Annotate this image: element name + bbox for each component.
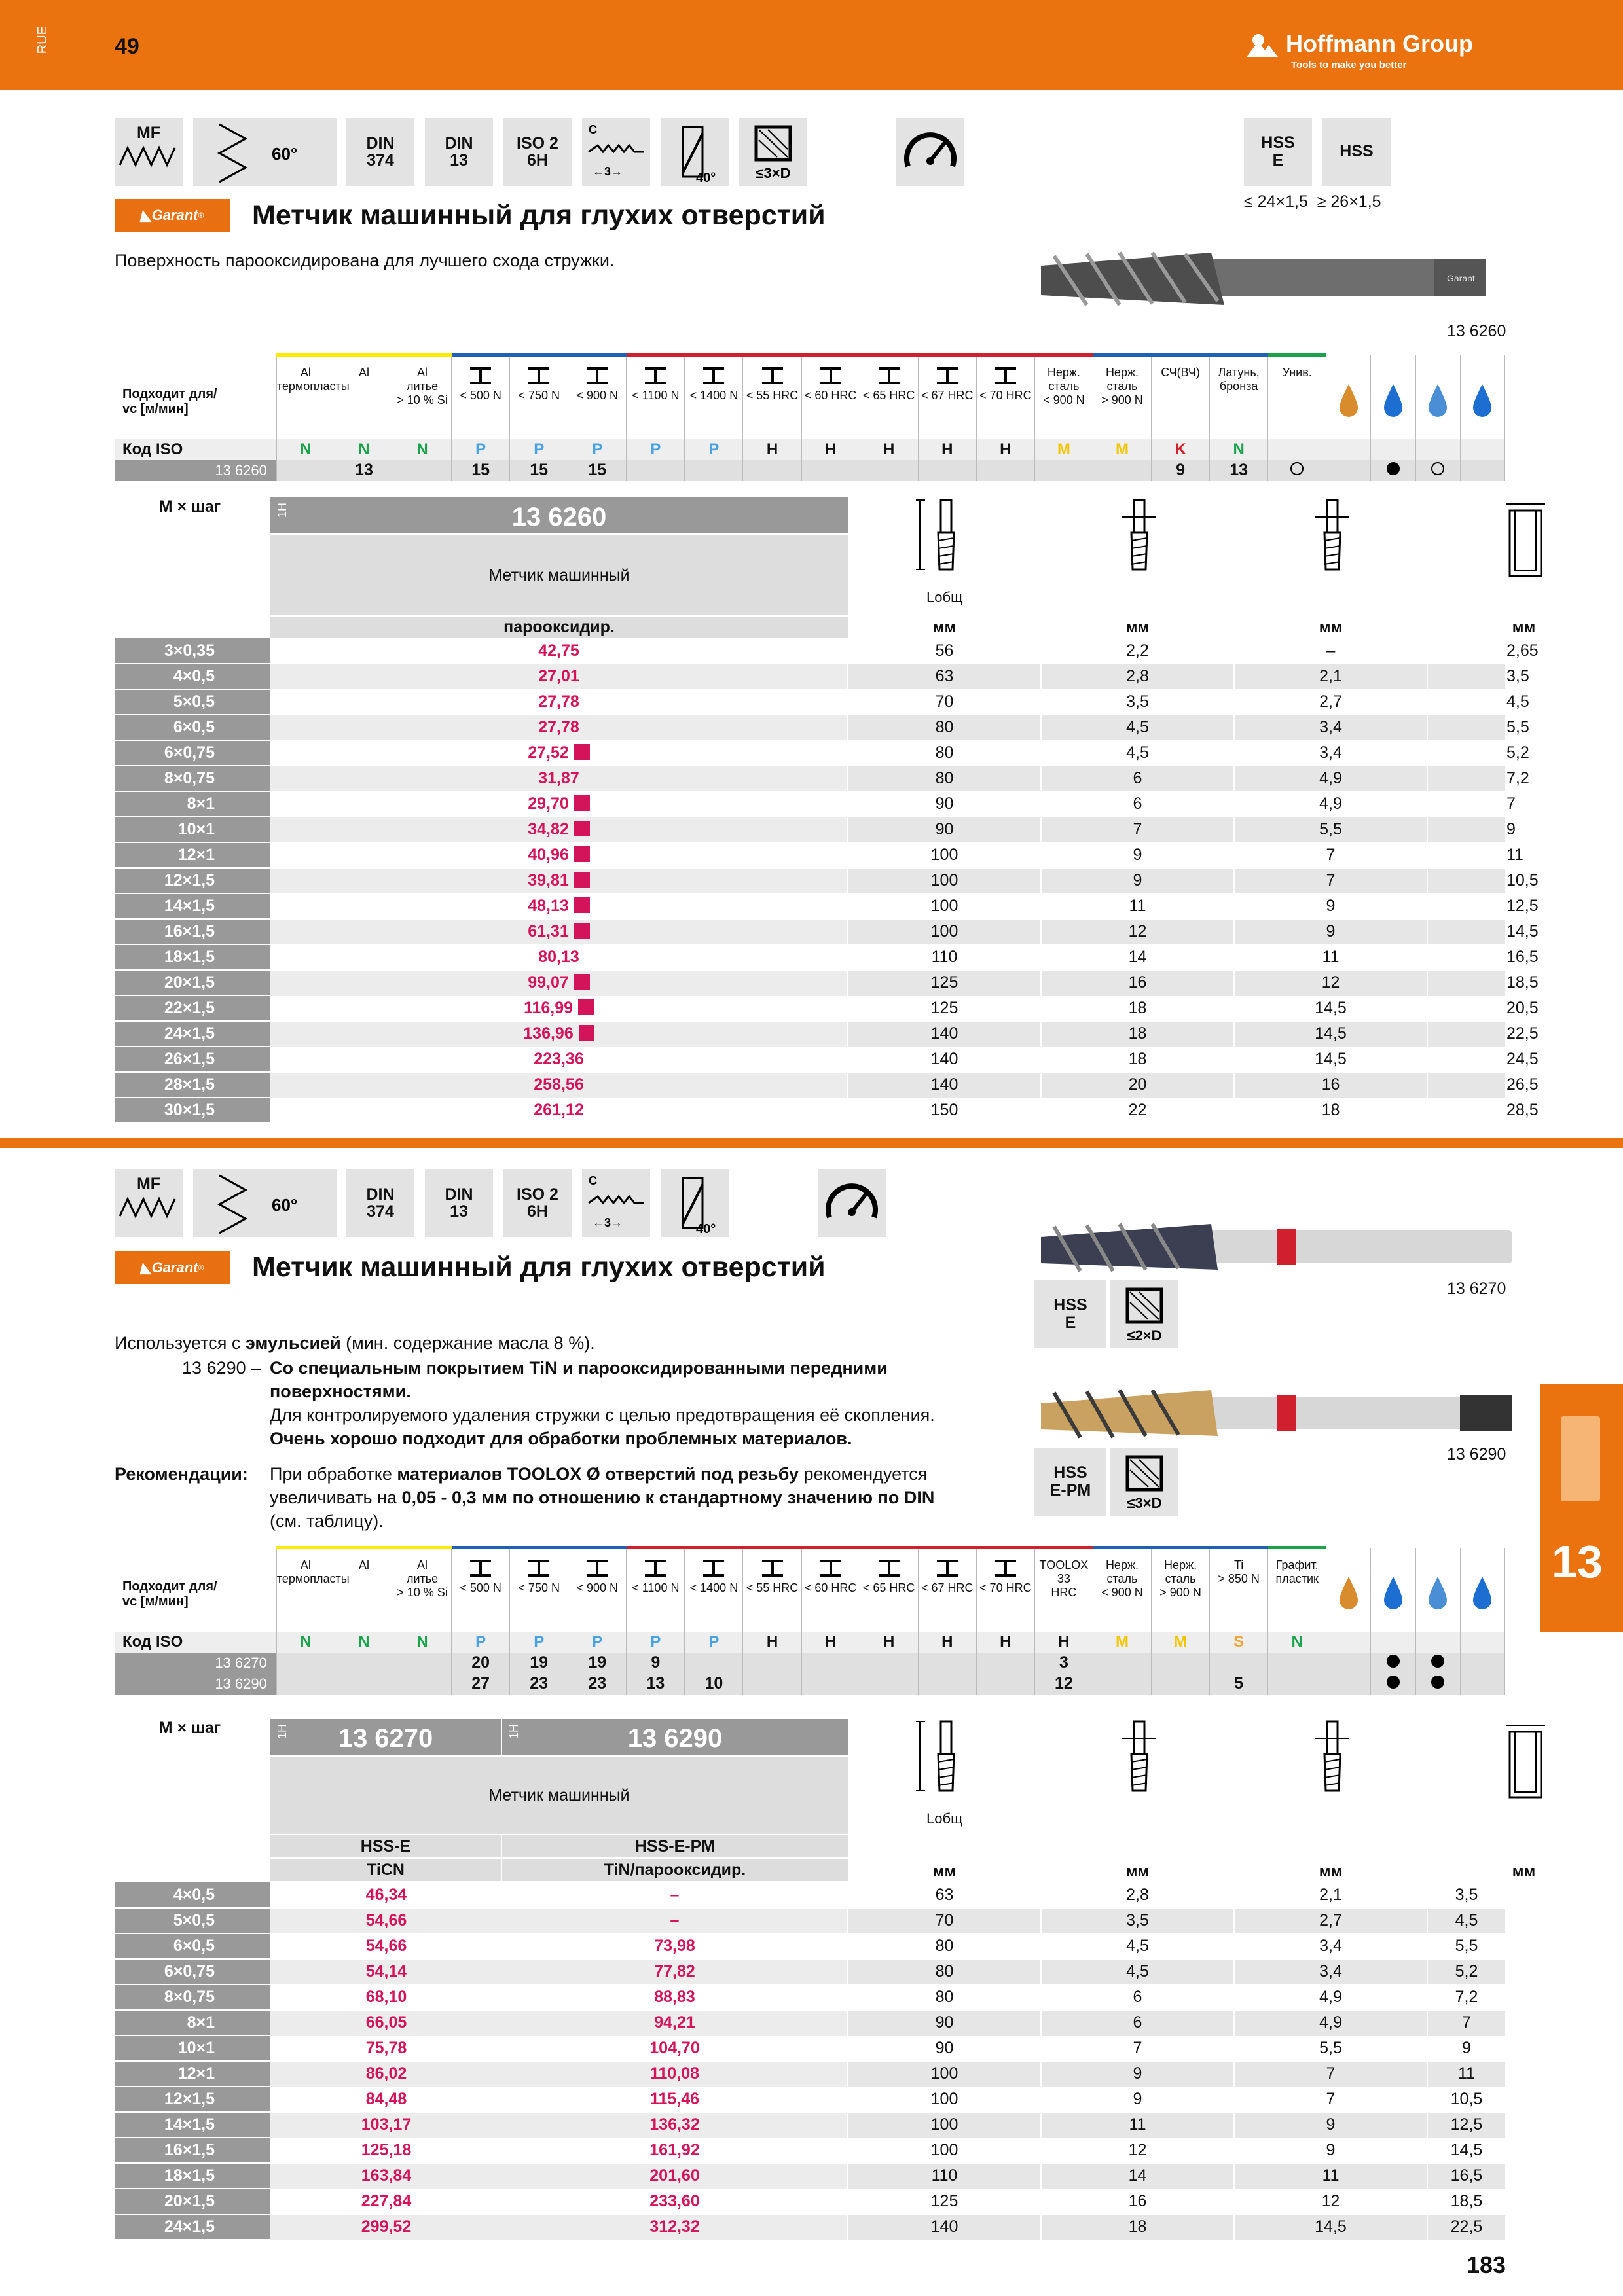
svg-text:C: C	[589, 1174, 597, 1187]
material-column: Нерж. сталь > 900 N	[1152, 1548, 1210, 1632]
coating-136270: TiCN	[270, 1859, 501, 1881]
table-row: 12×1,5 39,81 100 9 7 10,5	[115, 868, 1505, 893]
table-row: 8×0,75 68,10 88,83 80 6 4,9 7,2	[115, 1984, 1505, 2010]
material-column: < 500 N	[452, 1548, 510, 1632]
product-title-2: Метчик машинный для глухих отверстий	[252, 1251, 826, 1283]
hss-e-pm-badge: HSS E-PM	[1034, 1448, 1106, 1516]
svg-text:≤3×D: ≤3×D	[756, 165, 791, 181]
material-column: < 60 HRC	[801, 1548, 860, 1632]
iso-2-6h-icon: ISO 2 6H	[503, 118, 572, 186]
table-row: 5×0,5 27,78 70 3,5 2,7 4,5	[115, 689, 1505, 715]
svg-text:≤3×D: ≤3×D	[1127, 1495, 1162, 1511]
total-length-icon: Lобщ мм	[848, 1719, 1041, 1882]
svg-text:≤2×D: ≤2×D	[1127, 1327, 1162, 1344]
svg-text:60°: 60°	[272, 144, 298, 164]
material-column: Al литье > 10 % Si	[393, 355, 452, 439]
gauge-icon	[818, 1169, 886, 1237]
material-column: Унив.	[1268, 355, 1326, 439]
tool-code-label: 13 6260	[1447, 322, 1506, 340]
material-column: Al	[335, 1548, 393, 1632]
material-column: < 1400 N	[685, 355, 743, 439]
recommendations-text: При обработке материалов TOOLOX Ø отверстий под резьбу рекомендуется увеличивать на 0,05 - 0,3 мм по отношению к стандартному значению по DIN (см. таблицу).	[270, 1464, 935, 1531]
din-13-icon: DIN 13	[425, 1169, 493, 1237]
tool-code-136290: 13 6290	[1447, 1445, 1506, 1463]
depth-3xd-icon	[1110, 1448, 1178, 1516]
oil-drop-icon	[1326, 355, 1371, 439]
emulsion-drop-icon	[1371, 1548, 1415, 1632]
metric-fine-thread-icon: MF	[115, 1169, 183, 1237]
tool-code-header-136290: 1H 13 6290	[502, 1719, 848, 1755]
suitability-table-1: Подходит для/ vc [м/мин] Al термопласты Al Al литье > 10 % Si < 500 N < 750 N < 900 N < 1100 N < 1400 N < 55 HRC < 60 HRC < 65 HRC < 67 HRC < 70 HRC Нерж. сталь < 900 N Нерж. сталь > 900 N СЧ(ВЧ) Латунь, бронза Унив. Код ISO N N N P P P P P H H H H H M M K N 13 6260 13 15 15 15 9 13	[115, 353, 1505, 481]
tool-code-header: 1H 13 6260	[270, 497, 848, 533]
coating-note: Со специальным покрытием TiN и пароoксидированными передними поверхностями. Для контролируемого удаления стружки с целью предотвращения её скопления. Очень хорошо подходит для обработки проблемных материалов.	[270, 1358, 935, 1448]
material-column: < 65 HRC	[860, 1548, 918, 1632]
suitability-label: Подходит для/ vc [м/мин]	[115, 355, 276, 439]
hss-e-badge-2: HSS E	[1034, 1280, 1106, 1348]
hss-e-badge: HSS E	[1244, 118, 1312, 186]
table-row: 4×0,5 27,01 63 2,8 2,1 3,5	[115, 664, 1505, 689]
material-column: СЧ(ВЧ)	[1152, 355, 1210, 439]
coating-cell: пароoксидир.	[270, 617, 848, 638]
chamfer-form-c-icon	[582, 118, 650, 186]
recommendations-label: Рекомендации:	[115, 1464, 248, 1484]
helix-angle-40-icon	[661, 1169, 729, 1237]
material-column: Латунь, бронза	[1210, 355, 1268, 439]
mist-spray-icon	[1415, 1548, 1460, 1632]
metric-fine-thread-icon: MF	[115, 118, 183, 186]
svg-text:40°: 40°	[696, 1222, 716, 1236]
drill-diameter-icon: мм	[1041, 497, 1234, 638]
material-column: Al термопласты	[276, 355, 335, 439]
table-row: 26×1,5 223,36 140 18 14,5 24,5	[115, 1047, 1505, 1072]
table-row: 22×1,5 116,99 125 18 14,5 20,5	[115, 996, 1505, 1021]
material-column: < 1400 N	[685, 1548, 743, 1632]
material-column: < 900 N	[568, 355, 627, 439]
mist-spray-icon	[1415, 355, 1460, 439]
tool-name-cell: Метчик машинный	[270, 535, 848, 615]
drill-diameter-icon: мм	[1041, 1719, 1234, 1882]
helix-angle-40-icon	[661, 118, 729, 186]
language-tag: RUE	[35, 26, 50, 54]
tap-image-136270	[1028, 1211, 1525, 1283]
table-row: 12×1 40,96 100 9 7 11	[115, 842, 1505, 868]
tool-name-cell-2: Метчик машинный	[270, 1757, 848, 1834]
tap-image-136260	[1028, 233, 1525, 325]
core-diameter-icon: мм	[1234, 497, 1427, 638]
material-column: Нерж. сталь < 900 N	[1093, 1548, 1151, 1632]
table-row: 8×1 66,05 94,21 90 6 4,9 7	[115, 2010, 1505, 2036]
table-row: 16×1,5 125,18 161,92 100 12 9 14,5	[115, 2138, 1505, 2163]
material-column: Графит, пластик	[1268, 1548, 1326, 1632]
brand-logo: Hoffmann Group Tools to make you better	[1244, 30, 1473, 71]
svg-text:60°: 60°	[272, 1195, 298, 1215]
table-row: 6×0,75 27,52 80 4,5 3,4 5,2	[115, 740, 1505, 766]
svg-text:40°: 40°	[696, 171, 716, 185]
table-row: 6×0,5 54,66 73,98 80 4,5 3,4 5,5	[115, 1933, 1505, 1959]
table-row: 18×1,5 163,84 201,60 110 14 11 16,5	[115, 2163, 1505, 2189]
table-row: 3×0,35 42,75 56 2,2 – 2,65	[115, 638, 1505, 664]
material-column: < 55 HRC	[743, 355, 801, 439]
table-row: 16×1,5 61,31 100 12 9 14,5	[115, 919, 1505, 944]
table-row: 14×1,5 48,13 100 11 9 12,5	[115, 893, 1505, 919]
material-column: < 67 HRC	[918, 1548, 976, 1632]
material-column: < 60 HRC	[801, 355, 860, 439]
material-column: < 900 N	[568, 1548, 627, 1632]
oil-drop-icon	[1326, 1548, 1371, 1632]
table1-header	[115, 497, 1536, 638]
section-divider	[0, 1138, 1623, 1148]
iso-2-6h-icon: ISO 2 6H	[503, 1169, 572, 1237]
hoffmann-logo-icon	[1244, 32, 1281, 58]
material-136270: HSS-E	[270, 1835, 501, 1857]
table-row: 12×1,5 84,48 115,46 100 9 7 10,5	[115, 2087, 1505, 2112]
depth-3xd-icon	[739, 118, 807, 186]
svg-text:Garant: Garant	[1447, 273, 1475, 283]
material-column: Ti > 850 N	[1210, 1548, 1268, 1632]
table-row: 20×1,5 227,84 233,60 125 16 12 18,5	[115, 2189, 1505, 2214]
chamfer-form-c-icon	[582, 1169, 650, 1237]
table-row: 6×0,75 54,14 77,82 80 4,5 3,4 5,2	[115, 1959, 1505, 1984]
table-row: 24×1,5 299,52 312,32 140 18 14,5 22,5	[115, 2214, 1505, 2240]
table2-header	[115, 1719, 1536, 1882]
usage-note: Используется с эмульсией (мин. содержание масла 8 %).	[115, 1333, 595, 1353]
coating-note-code: 13 6290 –	[182, 1358, 261, 1378]
garant-logo-2: ◣ Garant ®	[115, 1251, 230, 1284]
material-136290: HSS-E-PM	[502, 1835, 848, 1857]
hss-size-note: ≤ 24×1,5 ≥ 26×1,5	[1244, 192, 1381, 211]
table-row: 10×1 34,82 90 7 5,5 9	[115, 817, 1505, 842]
material-column: < 750 N	[510, 1548, 568, 1632]
thread-angle-60-icon	[193, 1169, 337, 1237]
table-row: 28×1,5 258,56 140 20 16 26,5	[115, 1072, 1505, 1098]
material-column: < 67 HRC	[918, 355, 976, 439]
table-row: 12×1 86,02 110,08 100 9 7 11	[115, 2061, 1505, 2087]
suitability-table-2: Подходит для/ vc [м/мин] Al термопласты Al Al литье > 10 % Si < 500 N < 750 N < 900 N < 1100 N < 1400 N < 55 HRC < 60 HRC < 65 HRC < 67 HRC < 70 HRC TOOLOX 33 HRC Нерж. сталь < 900 N Нерж. сталь > 900 N Ti > 850 N Графит, пластик Код ISO N N N P P P P P H H H H H H M M S N 13 6270 20 19 19 9 3 13 6290 27 23 23 13 10 12 5	[115, 1546, 1505, 1695]
table-row: 18×1,5 80,13 110 14 11 16,5	[115, 944, 1505, 970]
size-column-label: M × шаг	[158, 497, 221, 516]
table-row: 14×1,5 103,17 136,32 100 11 9 12,5	[115, 2112, 1505, 2138]
core-diameter-icon: мм	[1234, 1719, 1427, 1882]
total-length-icon: Lобщ мм	[848, 497, 1041, 638]
bore-diameter-icon: мм	[1427, 1719, 1620, 1882]
table-row: 4×0,5 46,34 – 63 2,8 2,1 3,5	[115, 1882, 1505, 1908]
depth-2xd-icon	[1110, 1280, 1178, 1348]
material-column: TOOLOX 33 HRC	[1034, 1548, 1093, 1632]
price-table-2	[115, 1882, 1505, 2240]
tap-icon	[1561, 1416, 1600, 1501]
din-13-icon: DIN 13	[425, 118, 493, 186]
material-column: Нерж. сталь > 900 N	[1093, 355, 1151, 439]
din-374-icon: DIN 374	[346, 1169, 414, 1237]
price-table-1	[115, 638, 1539, 1124]
material-column: Al термопласты	[276, 1548, 335, 1632]
material-column: Al	[335, 355, 393, 439]
table-row: 30×1,5 261,12 150 22 18 28,5	[115, 1098, 1505, 1123]
table-row: 5×0,5 54,66 – 70 3,5 2,7 4,5	[115, 1908, 1505, 1933]
svg-text:←3→: ←3→	[593, 1216, 623, 1229]
table-row: 8×1 29,70 90 6 4,9 7	[115, 791, 1505, 817]
emulsion-drop-icon	[1371, 355, 1415, 439]
product-title: Метчик машинный для глухих отверстий	[252, 200, 826, 231]
chapter-tab[interactable]: 13	[1540, 1384, 1623, 1632]
thread-angle-60-icon	[193, 118, 337, 186]
product-description: Поверхность пароoксидирована для лучшего схода стружки.	[115, 251, 615, 270]
table-row: 20×1,5 99,07 125 16 12 18,5	[115, 970, 1505, 996]
material-column: < 70 HRC	[976, 355, 1034, 439]
garant-logo: ◣ Garant ®	[115, 199, 230, 232]
material-column: Нерж. сталь < 900 N	[1034, 355, 1093, 439]
material-column: < 55 HRC	[743, 1548, 801, 1632]
dry-icon	[1460, 1548, 1504, 1632]
svg-text:C: C	[589, 123, 597, 136]
table-row: 8×0,75 31,87 80 6 4,9 7,2	[115, 766, 1505, 791]
bore-diameter-icon: мм	[1427, 497, 1620, 638]
din-374-icon: DIN 374	[346, 118, 414, 186]
suitability-label: Подходит для/ vc [м/мин]	[115, 1548, 276, 1632]
coating-136290: TiN/пароoксидир.	[502, 1859, 848, 1881]
material-column: < 65 HRC	[860, 355, 918, 439]
page-reference: 49	[115, 34, 139, 59]
material-column: < 750 N	[510, 355, 568, 439]
material-column: < 70 HRC	[976, 1548, 1034, 1632]
page-number: 183	[1467, 2251, 1506, 2278]
material-column: Al литье > 10 % Si	[393, 1548, 452, 1632]
dry-icon	[1460, 355, 1504, 439]
material-column: < 1100 N	[627, 1548, 685, 1632]
page-header	[0, 0, 1623, 90]
tap-image-136290	[1028, 1377, 1525, 1449]
tool-code-header-136270: 1H 13 6270	[270, 1719, 501, 1755]
size-column-label-2: M × шаг	[158, 1719, 221, 1737]
material-column: < 1100 N	[627, 355, 685, 439]
table-row: 6×0,5 27,78 80 4,5 3,4 5,5	[115, 715, 1505, 740]
tool-code-136270: 13 6270	[1447, 1280, 1506, 1298]
material-column: < 500 N	[452, 355, 510, 439]
svg-text:←3→: ←3→	[593, 165, 623, 178]
gauge-icon	[896, 118, 964, 186]
table-row: 10×1 75,78 104,70 90 7 5,5 9	[115, 2036, 1505, 2061]
hss-badge: HSS	[1322, 118, 1391, 186]
table-row: 24×1,5 136,96 140 18 14,5 22,5	[115, 1021, 1505, 1047]
